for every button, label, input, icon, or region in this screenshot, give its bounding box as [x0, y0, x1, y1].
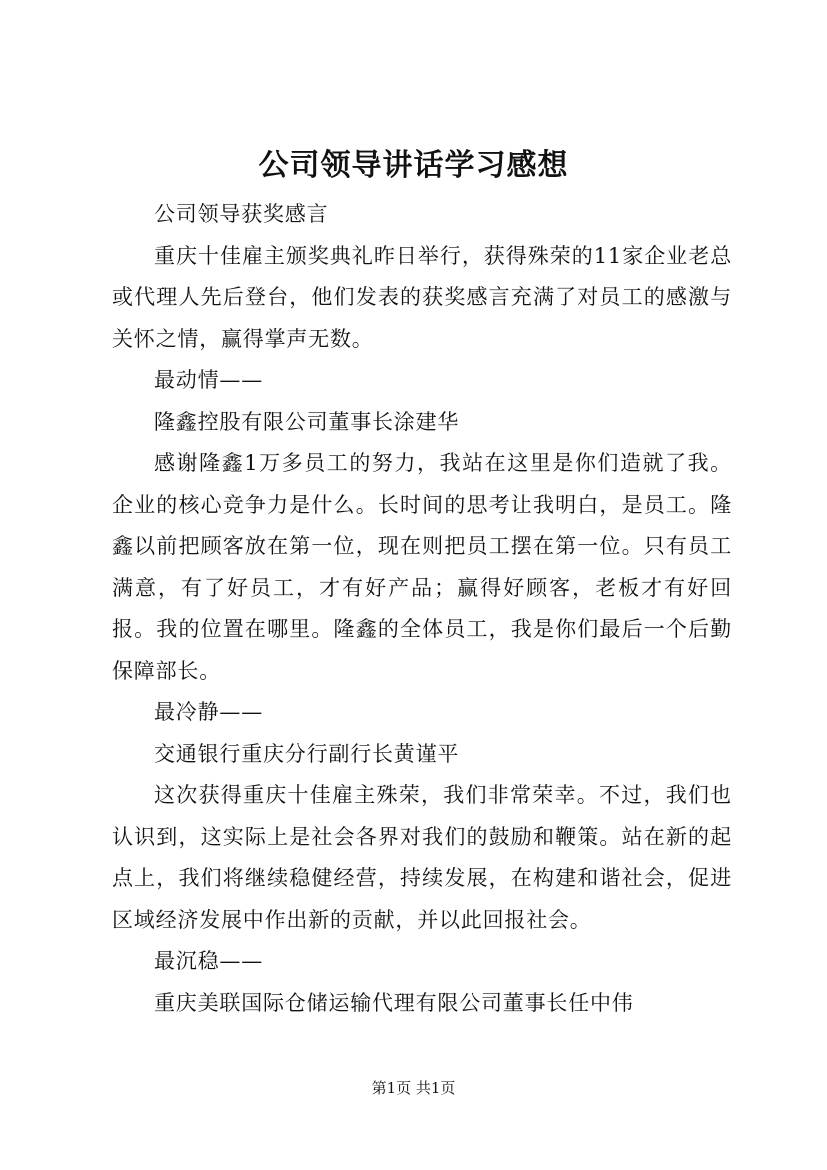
- paragraph: 这次获得重庆十佳雇主殊荣，我们非常荣幸。不过，我们也认识到，这实际上是社会各界对我们的鼓励和鞭策。站在新的起点上，我们将继续稳健经营，持续发展，在构建和谐社会，促进区域经济发展中作出新的贡献，并以此回报社会。: [112, 783, 732, 932]
- paragraph: 公司领导获奖感言: [154, 202, 329, 226]
- paragraph: 隆鑫控股有限公司董事长涂建华: [154, 409, 460, 434]
- paragraph: 重庆十佳雇主颁奖典礼昨日举行，获得殊荣的11家企业老总或代理人先后登台，他们发表的获奖感言充满了对员工的感激与关怀之情，赢得掌声无数。: [112, 243, 732, 351]
- paragraph: 感谢隆鑫1万多员工的努力，我站在这里是你们造就了我。企业的核心竞争力是什么。长时间的思考让我明白，是员工。隆鑫以前把顾客放在第一位，现在则把员工摆在第一位。只有员工满意，有了好员工，才有好产品；赢得好顾客，老板才有好回报。我的位置在哪里。隆鑫的全体员工，我是你们最后一个后勤保障部长。: [112, 451, 732, 683]
- paragraph: 最沉稳——: [154, 949, 263, 973]
- page-footer: 第1页 共1页: [371, 1079, 456, 1097]
- document-body: [112, 194, 732, 1024]
- document-title: 公司领导讲话学习感想: [258, 148, 569, 183]
- paragraph: 最冷静——: [154, 700, 263, 724]
- paragraph: 重庆美联国际仓储运输代理有限公司董事长任中伟: [154, 990, 634, 1015]
- paragraph: 交通银行重庆分行副行长黄谨平: [154, 741, 460, 766]
- paragraph: 最动情——: [154, 368, 263, 392]
